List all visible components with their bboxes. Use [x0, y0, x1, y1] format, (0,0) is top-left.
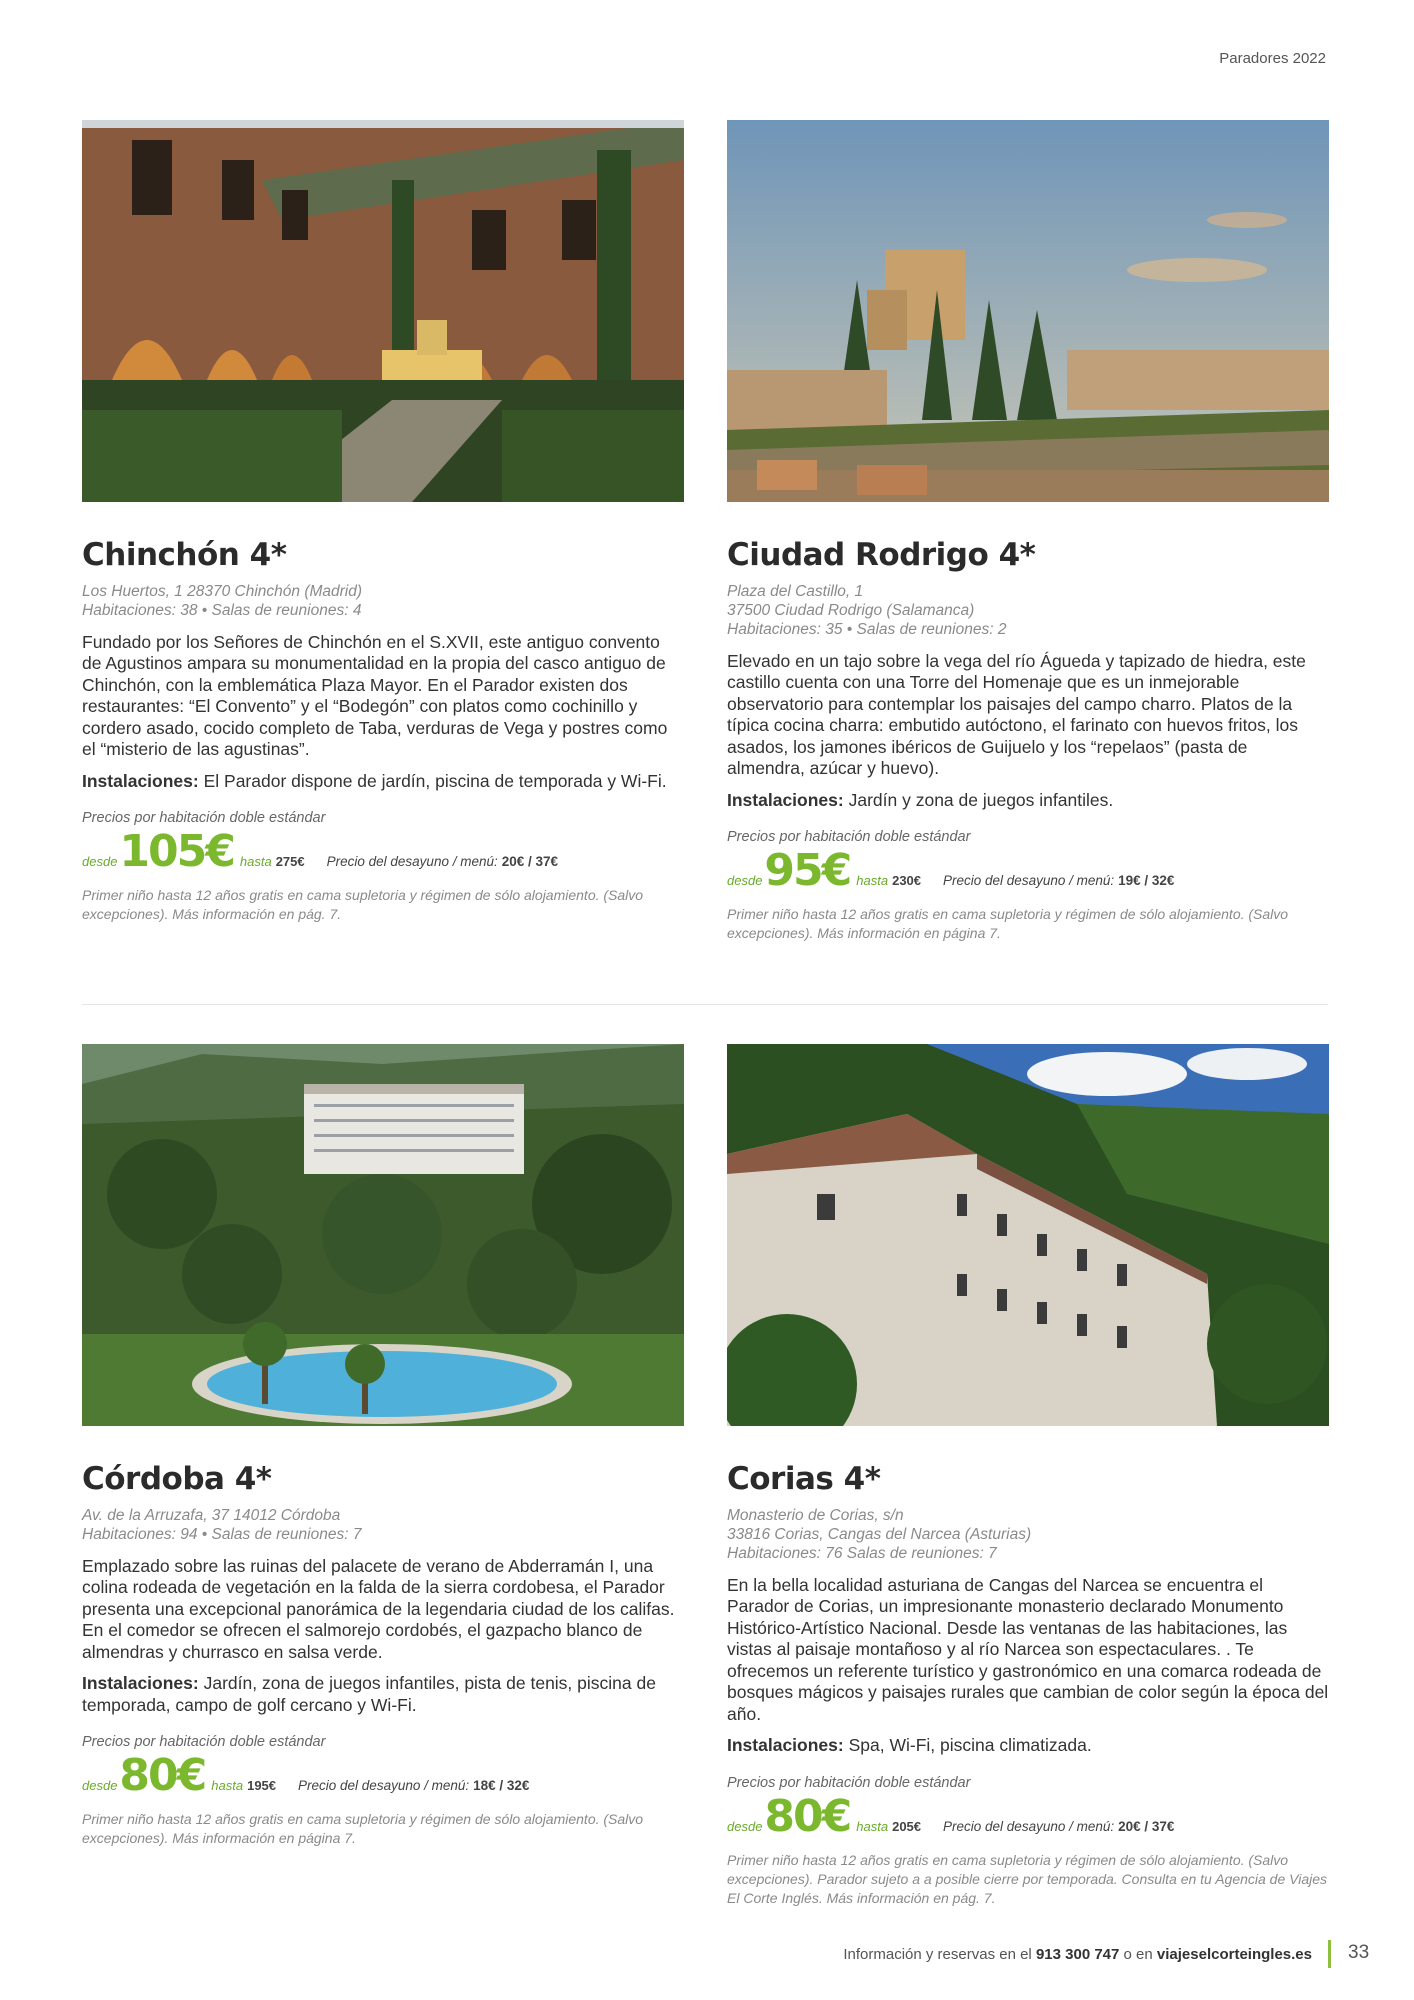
photo-cordoba-pool: [82, 1044, 684, 1426]
photo-corias-monastery: [727, 1044, 1329, 1426]
parador-card-cordoba: [82, 1044, 684, 1848]
parador-description: Elevado en un tajo sobre la vega del río Águeda y tapizado de hiedra, este castillo cuenta con una Torre del Homenaje que es un inmejorable observatorio para contemplar los paisajes del campo charro. Platos de la típica cocina charra: embutido autóctono, el farinato con huevos fritos, los asados, los jamones ibéricos de Guijuelo y los “repelaos” (pasta de almendra, azúcar y huevo).: [727, 650, 1306, 779]
price-to-value: 275€: [275, 854, 305, 870]
facilities-text: El Parador dispone de jardín, piscina de temporada y Wi-Fi.: [203, 770, 667, 791]
price-from-label: desde: [82, 1778, 118, 1794]
facilities-label: Instalaciones:: [82, 1673, 199, 1694]
parador-facilities: [727, 1735, 1329, 1757]
parador-title: Chinchón 4*: [82, 537, 287, 573]
facilities-text: Jardín y zona de juegos infantiles.: [848, 789, 1114, 810]
facilities-label: Instalaciones:: [727, 1735, 844, 1756]
page-number: 33: [1348, 1942, 1370, 1963]
parador-address: [82, 1506, 684, 1544]
prices-note: Precios por habitación doble estándar: [727, 829, 971, 846]
facilities-label: Instalaciones:: [727, 789, 844, 810]
footer-text-mid: o en: [1123, 1946, 1153, 1963]
price-from-value: 95€: [764, 845, 851, 897]
footer-website-link[interactable]: viajeselcorteingles.es: [1156, 1946, 1312, 1963]
address-line: Los Huertos, 1 28370 Chinchón (Madrid): [82, 582, 363, 600]
breakfast-value: 20€ / 37€: [501, 854, 559, 870]
price-from-value: 105€: [119, 826, 234, 878]
price-from-label: desde: [82, 854, 118, 870]
price-to-value: 205€: [892, 1818, 922, 1834]
parador-title: Córdoba 4*: [82, 1461, 272, 1497]
parador-address: [82, 582, 684, 620]
section-divider: [82, 1004, 1328, 1005]
address-line: 33816 Corias, Cangas del Narcea (Asturias): [727, 1525, 1032, 1543]
parador-card-ciudad-rodrigo: [727, 120, 1329, 943]
publication-label: Paradores 2022: [1219, 50, 1326, 67]
child-policy-note: Primer niño hasta 12 años gratis en cama supletoria y régimen de sólo alojamiento. (Salvo excepciones). Más información en página 7.: [82, 1811, 644, 1847]
child-policy-note: Primer niño hasta 12 años gratis en cama supletoria y régimen de sólo alojamiento. (Salvo excepciones). Más información en página 7.: [727, 906, 1289, 942]
address-line: Plaza del Castillo, 1: [727, 582, 864, 600]
footer-text-prefix: Información y reservas en el: [843, 1946, 1032, 1963]
parador-description: Fundado por los Señores de Chinchón en el S.XVII, este antiguo convento de Agustinos ampara su monumentalidad en la propia del casco antiguo de Chinchón, con la emblemática Plaza Mayor. En el Parador existen dos restaurantes: “El Convento” y el “Bodegón” con platos como cochinillo y cordero asado, cocido completo de Taba, verduras de Vega y postres como el “misterio de las agustinas”.: [82, 631, 668, 760]
rooms-line: Habitaciones: 35 • Salas de reuniones: 2: [727, 620, 1007, 638]
child-policy-note: Primer niño hasta 12 años gratis en cama supletoria y régimen de sólo alojamiento. (Salvo excepciones). Parador sujeto a a posible cierre por temporada. Consulta en tu Agencia de Viajes El Corte Inglés. Más información en pág. 7.: [727, 1851, 1328, 1906]
photo-chinchon-courtyard: [82, 120, 684, 502]
parador-title: Corias 4*: [727, 1461, 881, 1497]
parador-card-corias: [727, 1044, 1329, 1908]
breakfast-label: Precio del desayuno / menú:: [943, 873, 1115, 889]
price-to-label: hasta: [211, 1778, 244, 1794]
prices-note: Precios por habitación doble estándar: [82, 1734, 326, 1751]
price-to-value: 230€: [892, 873, 922, 889]
price-row: [727, 845, 1329, 897]
rooms-line: Habitaciones: 94 • Salas de reuniones: 7: [82, 1525, 362, 1543]
parador-description: Emplazado sobre las ruinas del palacete de verano de Abderramán I, una colina rodeada de vegetación en la falda de la sierra cordobesa, el Parador presenta una excepcional panorámica de la legendaria ciudad de los califas. En el comedor se ofrecen el salmorejo cordobés, el gazpacho blanco de almendras y churrasco en salsa verde.: [82, 1555, 675, 1662]
parador-facilities: [82, 771, 684, 793]
facilities-label: Instalaciones:: [82, 770, 199, 791]
price-to-value: 195€: [247, 1778, 277, 1794]
facilities-text: Spa, Wi-Fi, piscina climatizada.: [848, 1735, 1092, 1756]
parador-facilities: [727, 790, 1329, 812]
price-row: [82, 826, 684, 878]
parador-description: En la bella localidad asturiana de Cangas del Narcea se encuentra el Parador de Corias, un impresionante monasterio declarado Monumento Histórico-Artístico Nacional. Desde las ventanas de las habitaciones, las vistas al paisaje montañoso y al río Narcea son espectaculares. . Te ofrecemos un referente turístico y gastronómico en una comarca rodeada de bosques mágicos y paisajes rurales que cambian de color según la época del año.: [727, 1574, 1329, 1724]
price-to-label: hasta: [856, 873, 889, 889]
price-from-value: 80€: [764, 1790, 851, 1842]
child-policy-note: Primer niño hasta 12 años gratis en cama supletoria y régimen de sólo alojamiento. (Salvo excepciones). Más información en pág. 7.: [82, 887, 644, 923]
rooms-line: Habitaciones: 38 • Salas de reuniones: 4: [82, 601, 362, 619]
prices-note: Precios por habitación doble estándar: [82, 810, 326, 827]
address-line: Monasterio de Corias, s/n: [727, 1506, 904, 1524]
parador-card-chinchon: [82, 120, 684, 924]
price-from-value: 80€: [119, 1750, 206, 1802]
rooms-line: Habitaciones: 76 Salas de reuniones: 7: [727, 1544, 997, 1562]
prices-note: Precios por habitación doble estándar: [727, 1774, 971, 1791]
price-row: [727, 1790, 1329, 1842]
parador-title: Ciudad Rodrigo 4*: [727, 537, 1036, 573]
parador-address: [727, 1506, 1329, 1563]
page-footer: [0, 1940, 1414, 1970]
breakfast-value: 18€ / 32€: [473, 1778, 530, 1794]
footer-phone[interactable]: 913 300 747: [1035, 1946, 1120, 1963]
parador-facilities: [82, 1673, 684, 1716]
price-to-label: hasta: [239, 854, 272, 870]
photo-ciudad-rodrigo-castle: [727, 120, 1329, 502]
address-line: 37500 Ciudad Rodrigo (Salamanca): [727, 601, 975, 619]
breakfast-label: Precio del desayuno / menú:: [326, 854, 498, 870]
parador-address: [727, 582, 1329, 639]
footer-contact: [843, 1946, 1312, 1963]
price-from-label: desde: [727, 873, 763, 889]
price-to-label: hasta: [856, 1818, 889, 1834]
breakfast-value: 19€ / 32€: [1118, 873, 1175, 889]
facilities-text: Jardín, zona de juegos infantiles, pista de tenis, piscina de temporada, campo de golf cercano y Wi-Fi.: [82, 1673, 656, 1715]
breakfast-label: Precio del desayuno / menú:: [298, 1778, 470, 1794]
breakfast-value: 20€ / 37€: [1118, 1818, 1175, 1834]
price-from-label: desde: [727, 1818, 763, 1834]
address-line: Av. de la Arruzafa, 37 14012 Córdoba: [82, 1506, 341, 1524]
footer-accent-bar: [1328, 1940, 1331, 1968]
breakfast-label: Precio del desayuno / menú:: [943, 1818, 1115, 1834]
price-row: [82, 1750, 684, 1802]
